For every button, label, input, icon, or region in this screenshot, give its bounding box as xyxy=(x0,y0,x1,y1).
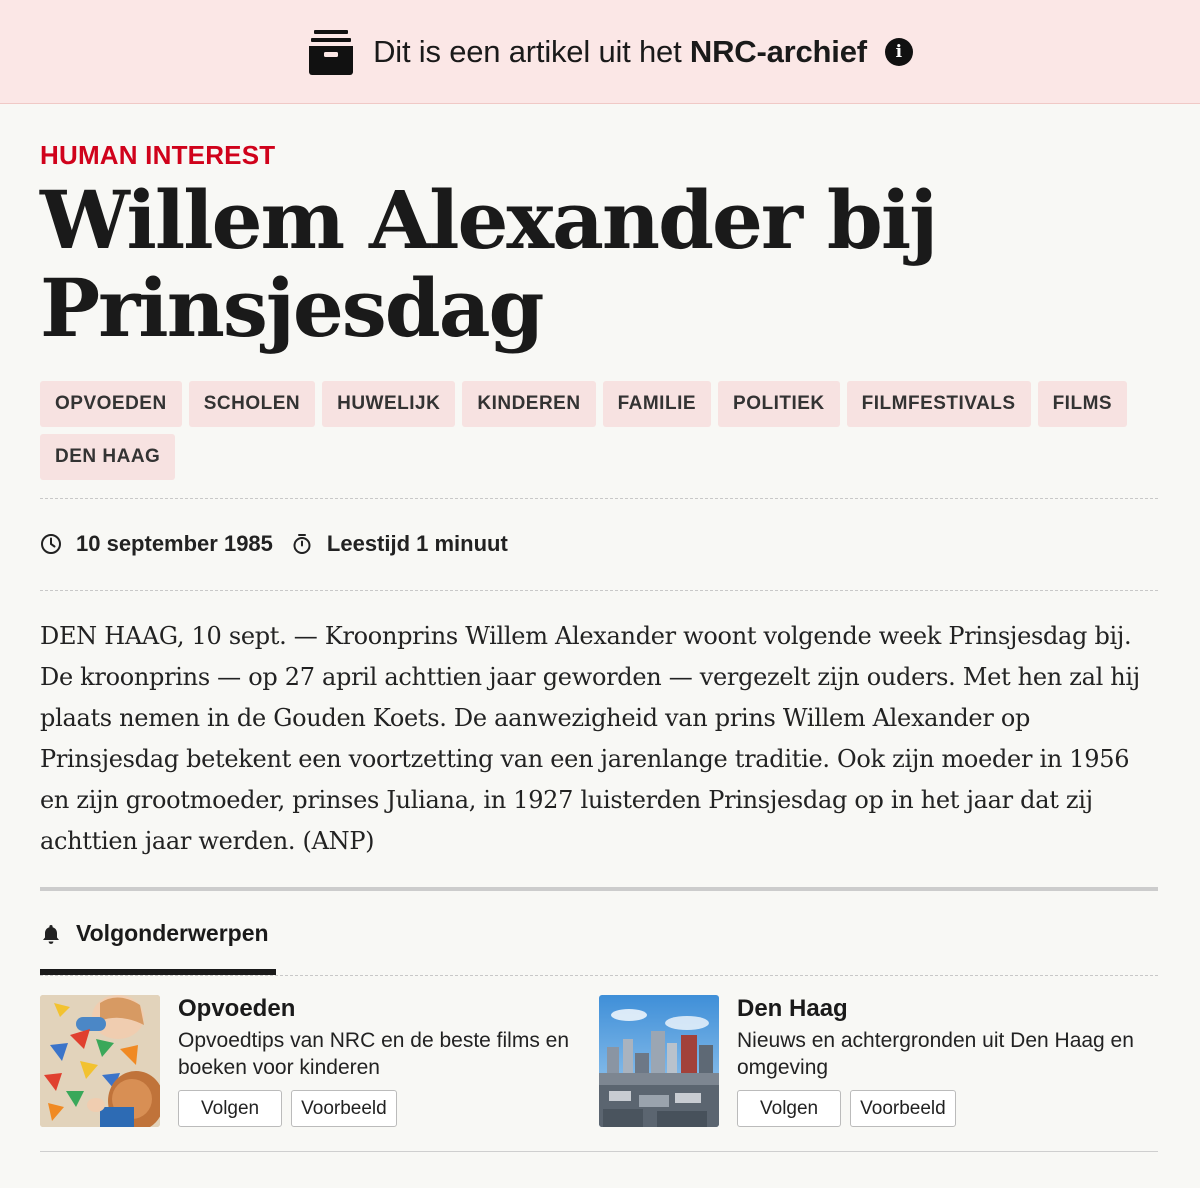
tag-kinderen[interactable]: KINDEREN xyxy=(462,381,595,427)
article-kicker[interactable]: HUMAN INTEREST xyxy=(40,140,276,170)
topic-card-opvoeden xyxy=(40,995,580,1127)
topic-title[interactable]: Opvoeden xyxy=(178,995,296,1022)
divider xyxy=(40,590,1158,591)
topic-actions xyxy=(178,1090,406,1127)
article-body: DEN HAAG, 10 sept. — Kroonprins Willem Alexander woont volgende week Prinsjesdag bij. De kroonprins — op 27 april achttien jaar geworden — vergezelt zijn ouders. Met hen zal hij plaats nemen in de Gouden Koets. De aanwezigheid van prins Willem Alexander op Prinsjesdag betekent een voortzetting van een jarenlange traditie. Ook zijn moeder in 1956 en zijn grootmoeder, prinses Juliana, in 1927 luisterden Prinsjesdag op in het jaar dat zij achttien jaar werden. (ANP) xyxy=(40,622,1140,855)
follow-topics-header xyxy=(40,920,269,947)
divider xyxy=(40,498,1158,499)
tag-huwelijk[interactable]: HUWELIJK xyxy=(322,381,455,427)
clock-icon xyxy=(40,533,62,555)
archive-banner-content xyxy=(307,28,913,76)
topic-card-den-haag xyxy=(599,995,1139,1127)
kids-puzzle-image xyxy=(40,995,160,1127)
tag-filmfestivals[interactable]: FILMFESTIVALS xyxy=(847,381,1031,427)
section-rule xyxy=(40,887,1158,891)
preview-button[interactable]: Voorbeeld xyxy=(291,1090,397,1127)
reading-time: Leestijd 1 minuut xyxy=(326,531,508,556)
info-icon[interactable]: i xyxy=(885,38,913,66)
archive-banner-bold: NRC-archief xyxy=(689,33,867,69)
city-skyline-image xyxy=(599,995,719,1127)
bell-icon xyxy=(40,923,62,945)
topic-title[interactable]: Den Haag xyxy=(737,995,848,1022)
follow-topics-title: Volgonderwerpen xyxy=(76,920,269,946)
bottom-divider xyxy=(40,1151,1158,1152)
tag-scholen[interactable]: SCHOLEN xyxy=(189,381,315,427)
tag-familie[interactable]: FAMILIE xyxy=(603,381,711,427)
archive-banner-text xyxy=(373,34,867,70)
topic-thumbnail-den-haag xyxy=(599,995,719,1127)
tag-films[interactable]: FILMS xyxy=(1038,381,1128,427)
tag-list xyxy=(40,381,1158,487)
divider xyxy=(40,975,1158,976)
tag-den-haag[interactable]: DEN HAAG xyxy=(40,434,175,480)
topic-description: Nieuws en achtergronden uit Den Haag en omgeving xyxy=(737,1029,1134,1079)
follow-button[interactable]: Volgen xyxy=(737,1090,841,1127)
article-date: 10 september 1985 xyxy=(76,531,273,556)
article-meta xyxy=(40,528,526,560)
archive-banner xyxy=(0,0,1200,104)
topic-actions xyxy=(737,1090,965,1127)
topic-thumbnail-opvoeden xyxy=(40,995,160,1127)
tag-opvoeden[interactable]: OPVOEDEN xyxy=(40,381,182,427)
follow-button[interactable]: Volgen xyxy=(178,1090,282,1127)
tag-politiek[interactable]: POLITIEK xyxy=(718,381,840,427)
article-headline: Willem Alexander bij Prinsjesdag xyxy=(40,173,937,355)
archive-banner-prefix: Dit is een artikel uit het xyxy=(373,33,690,69)
stopwatch-icon xyxy=(291,533,313,555)
archive-box-icon xyxy=(307,28,355,76)
preview-button[interactable]: Voorbeeld xyxy=(850,1090,956,1127)
topic-description: Opvoedtips van NRC en de beste films en boeken voor kinderen xyxy=(178,1029,570,1079)
